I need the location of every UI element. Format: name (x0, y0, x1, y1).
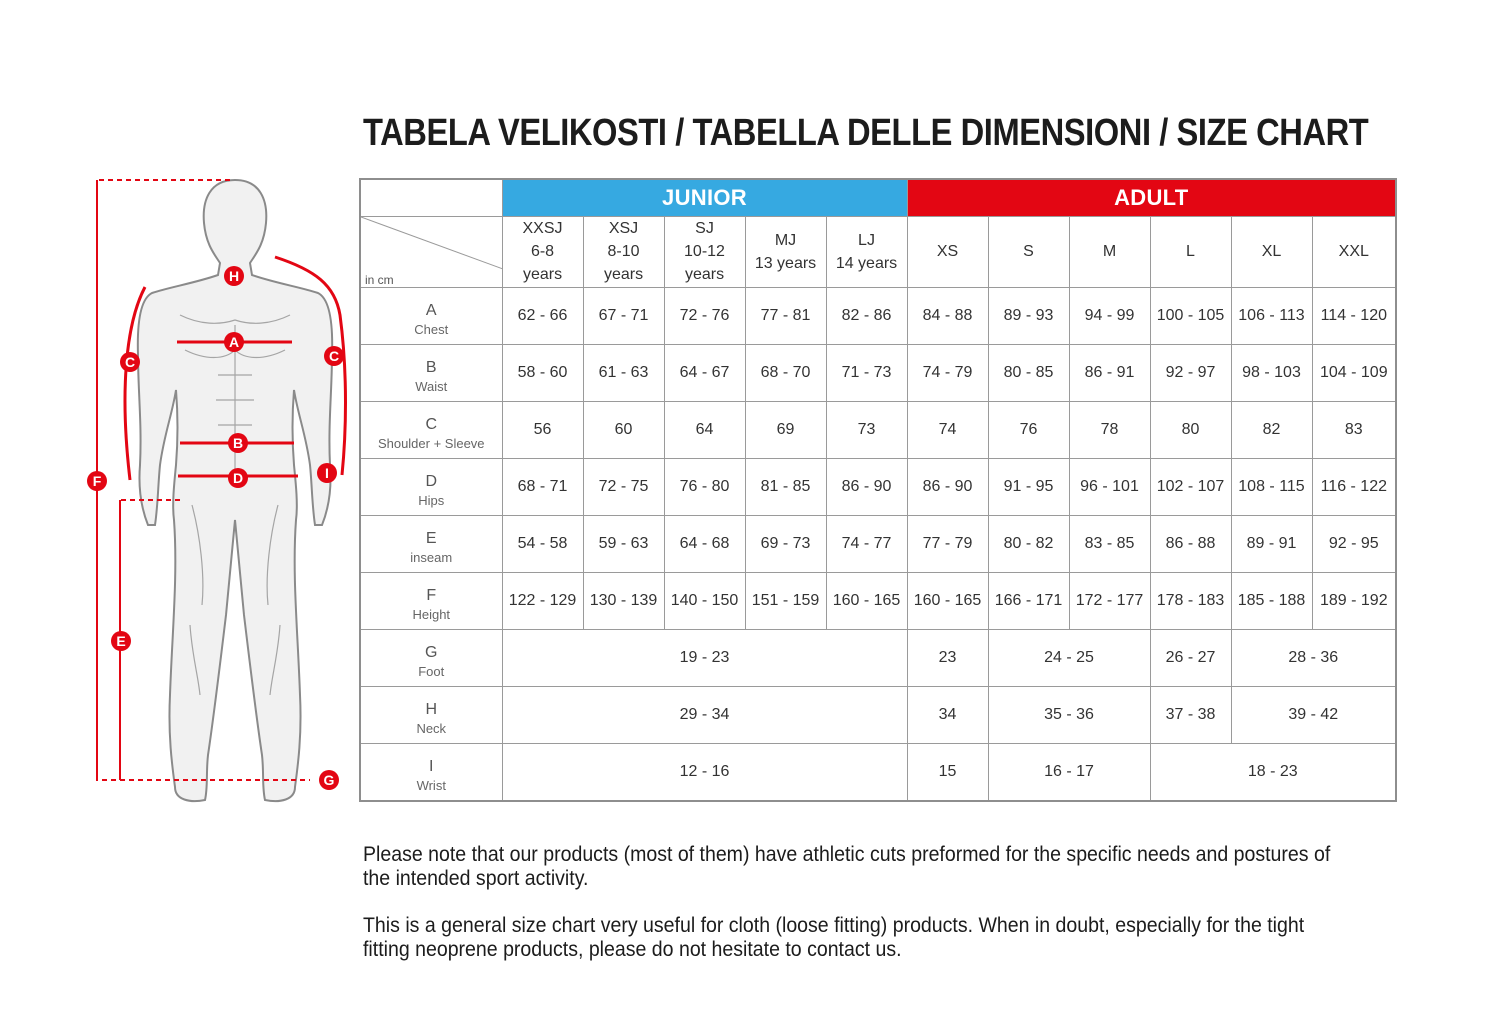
table-cell: 77 - 81 (745, 287, 826, 344)
table-cell: 80 - 85 (988, 344, 1069, 401)
svg-text:A: A (228, 334, 240, 350)
table-cell: 89 - 93 (988, 287, 1069, 344)
table-cell: 64 - 68 (664, 515, 745, 572)
row-label-inseam (360, 515, 502, 572)
row-label-waist (360, 344, 502, 401)
table-body (360, 287, 1396, 801)
table-cell: 76 (988, 401, 1069, 458)
table-row (360, 572, 1396, 629)
table-cell: 59 - 63 (583, 515, 664, 572)
note-athletic-cuts: Please note that our products (most of them) have athletic cuts preformed for the specific needs and postures of the intended sport activity. (363, 843, 1331, 890)
size-header-sj (664, 217, 745, 288)
size-header-row (360, 217, 1396, 288)
marker-i (317, 463, 337, 483)
table-row (360, 743, 1396, 801)
unit-label: in cm (365, 272, 394, 287)
row-meaning: Shoulder + Sleeve (377, 435, 485, 451)
svg-text:H: H (228, 268, 240, 284)
table-cell: 56 (502, 401, 583, 458)
row-label-hips (360, 458, 502, 515)
row-letter: C (425, 416, 438, 434)
size-header-l (1150, 217, 1231, 288)
table-cell: 166 - 171 (988, 572, 1069, 629)
table-cell: 77 - 79 (907, 515, 988, 572)
row-meaning: inseam (410, 549, 453, 565)
table-cell: 74 - 79 (907, 344, 988, 401)
size-header-line2: 10-12 (684, 243, 725, 261)
svg-text:F: F (92, 473, 102, 489)
table-cell: 18 - 23 (1150, 743, 1396, 801)
table-cell: 96 - 101 (1069, 458, 1150, 515)
row-letter: G (425, 644, 438, 662)
table-cell: 62 - 66 (502, 287, 583, 344)
table-cell: 34 (907, 686, 988, 743)
table-cell: 72 - 76 (664, 287, 745, 344)
size-header-line2: 13 years (754, 254, 817, 272)
size-header-s (988, 217, 1069, 288)
svg-text:G: G (323, 772, 335, 788)
table-cell: 86 - 88 (1150, 515, 1231, 572)
table-cell: 15 (907, 743, 988, 801)
note-general-chart: This is a general size chart very useful for cloth (loose fitting) products. When in doubt, especially for the tight fitting neoprene products, please do not hesitate to contact us. (363, 914, 1305, 961)
row-meaning: Wrist (416, 777, 446, 793)
size-header-code: LJ (858, 231, 875, 249)
page-title: TABELA VELIKOSTI / TABELLA DELLE DIMENSIONI / SIZE CHART (363, 112, 1369, 154)
table-cell: 68 - 71 (502, 458, 583, 515)
table-cell: 160 - 165 (826, 572, 907, 629)
size-header-code: XXSJ (522, 220, 563, 237)
table-cell: 54 - 58 (502, 515, 583, 572)
row-letter: B (425, 359, 437, 377)
notes (363, 843, 1340, 985)
marker-f (87, 471, 107, 491)
table-cell: 140 - 150 (664, 572, 745, 629)
table-cell: 92 - 95 (1312, 515, 1396, 572)
size-header-xsj (583, 217, 664, 288)
table-cell: 81 - 85 (745, 458, 826, 515)
size-header-code: SJ (695, 220, 714, 237)
svg-text:C: C (328, 348, 340, 364)
table-cell: 122 - 129 (502, 572, 583, 629)
table-cell: 100 - 105 (1150, 287, 1231, 344)
table-cell: 106 - 113 (1231, 287, 1312, 344)
row-letter: F (426, 587, 437, 605)
table-cell: 74 - 77 (826, 515, 907, 572)
corner-cell (360, 217, 502, 288)
size-header-line2: 14 years (835, 254, 898, 272)
row-letter: I (429, 758, 434, 776)
size-header-code: S (1023, 243, 1034, 261)
table-cell: 24 - 25 (988, 629, 1150, 686)
table-cell: 151 - 159 (745, 572, 826, 629)
size-header-xs (907, 217, 988, 288)
size-header-code: XXL (1338, 243, 1369, 261)
row-meaning: Foot (418, 663, 445, 679)
marker-b (228, 433, 248, 453)
size-header-lj (826, 217, 907, 288)
size-header-code: XL (1261, 243, 1282, 261)
table-cell: 80 (1150, 401, 1231, 458)
table-cell: 71 - 73 (826, 344, 907, 401)
row-letter: A (425, 302, 437, 320)
size-header-code: XS (936, 243, 959, 261)
svg-text:I: I (325, 465, 329, 481)
table-cell: 69 (745, 401, 826, 458)
table-cell: 74 (907, 401, 988, 458)
table-cell: 185 - 188 (1231, 572, 1312, 629)
table-cell: 76 - 80 (664, 458, 745, 515)
table-cell: 60 (583, 401, 664, 458)
table-row (360, 344, 1396, 401)
size-header-xxsj (502, 217, 583, 288)
table-cell: 73 (826, 401, 907, 458)
table-cell: 37 - 38 (1150, 686, 1231, 743)
table-cell: 82 - 86 (826, 287, 907, 344)
size-chart-table (359, 178, 1397, 802)
table-row (360, 686, 1396, 743)
size-header-line3: years (522, 266, 563, 284)
row-label-foot (360, 629, 502, 686)
marker-c-left (120, 352, 140, 372)
table-cell: 67 - 71 (583, 287, 664, 344)
table-cell: 78 (1069, 401, 1150, 458)
table-cell: 91 - 95 (988, 458, 1069, 515)
size-header-mj (745, 217, 826, 288)
table-cell: 130 - 139 (583, 572, 664, 629)
table-cell: 29 - 34 (502, 686, 907, 743)
table-cell: 83 - 85 (1069, 515, 1150, 572)
size-header-line3: years (603, 266, 644, 284)
table-row (360, 515, 1396, 572)
table-cell: 69 - 73 (745, 515, 826, 572)
row-meaning: Chest (414, 321, 449, 337)
row-meaning: Hips (418, 492, 445, 508)
row-label-chest (360, 287, 502, 344)
table-cell: 82 (1231, 401, 1312, 458)
table-cell: 35 - 36 (988, 686, 1150, 743)
group-adult: ADULT (907, 179, 1396, 217)
table-cell: 92 - 97 (1150, 344, 1231, 401)
corner-top (360, 179, 502, 217)
size-header-m (1069, 217, 1150, 288)
table-cell: 83 (1312, 401, 1396, 458)
table-row (360, 458, 1396, 515)
table-cell: 172 - 177 (1069, 572, 1150, 629)
row-label-neck (360, 686, 502, 743)
table-cell: 72 - 75 (583, 458, 664, 515)
table-cell: 86 - 91 (1069, 344, 1150, 401)
size-header-code: MJ (774, 231, 797, 249)
table-cell: 68 - 70 (745, 344, 826, 401)
row-label-height (360, 572, 502, 629)
table-cell: 28 - 36 (1231, 629, 1396, 686)
svg-text:E: E (116, 633, 126, 649)
table-cell: 16 - 17 (988, 743, 1150, 801)
size-header-code: XSJ (608, 220, 639, 237)
table-cell: 64 - 67 (664, 344, 745, 401)
table-cell: 94 - 99 (1069, 287, 1150, 344)
table-cell: 86 - 90 (826, 458, 907, 515)
table-cell: 116 - 122 (1312, 458, 1396, 515)
row-letter: H (425, 701, 438, 719)
table-row (360, 401, 1396, 458)
body-figure-illustration (80, 175, 360, 810)
size-header-xl (1231, 217, 1312, 288)
table-cell: 89 - 91 (1231, 515, 1312, 572)
size-header-code: L (1186, 243, 1195, 261)
table-cell: 58 - 60 (502, 344, 583, 401)
row-meaning: Waist (415, 378, 448, 394)
svg-text:D: D (232, 470, 244, 486)
table-cell: 26 - 27 (1150, 629, 1231, 686)
group-junior: JUNIOR (502, 179, 907, 217)
svg-text:B: B (232, 435, 244, 451)
row-label-shoulder-sleeve (360, 401, 502, 458)
size-header-line2: 8-10 (607, 243, 640, 261)
marker-c-right (324, 346, 344, 366)
table-cell: 114 - 120 (1312, 287, 1396, 344)
table-cell: 80 - 82 (988, 515, 1069, 572)
size-header-code: M (1102, 243, 1117, 261)
marker-e (111, 631, 131, 651)
table-cell: 178 - 183 (1150, 572, 1231, 629)
size-header-line2: 6-8 (530, 243, 555, 261)
marker-g (319, 770, 339, 790)
table-cell: 61 - 63 (583, 344, 664, 401)
table-cell: 98 - 103 (1231, 344, 1312, 401)
body-measurement-figure (80, 175, 360, 810)
group-header-row (360, 179, 1396, 217)
table-cell: 189 - 192 (1312, 572, 1396, 629)
table-cell: 23 (907, 629, 988, 686)
marker-a (224, 332, 244, 352)
size-header-line3: years (684, 266, 725, 284)
row-label-wrist (360, 743, 502, 801)
row-meaning: Neck (416, 720, 447, 736)
table-cell: 84 - 88 (907, 287, 988, 344)
row-meaning: Height (412, 606, 451, 622)
table-cell: 160 - 165 (907, 572, 988, 629)
row-letter: E (425, 530, 437, 548)
table-cell: 19 - 23 (502, 629, 907, 686)
table-cell: 86 - 90 (907, 458, 988, 515)
table-cell: 108 - 115 (1231, 458, 1312, 515)
marker-d (228, 468, 248, 488)
marker-h (224, 266, 244, 286)
table-cell: 64 (664, 401, 745, 458)
table-cell: 102 - 107 (1150, 458, 1231, 515)
table-row (360, 629, 1396, 686)
size-header-xxl (1312, 217, 1396, 288)
svg-text:C: C (124, 354, 136, 370)
table-cell: 12 - 16 (502, 743, 907, 801)
table-cell: 104 - 109 (1312, 344, 1396, 401)
table-row (360, 287, 1396, 344)
table-cell: 39 - 42 (1231, 686, 1396, 743)
row-letter: D (425, 473, 438, 491)
